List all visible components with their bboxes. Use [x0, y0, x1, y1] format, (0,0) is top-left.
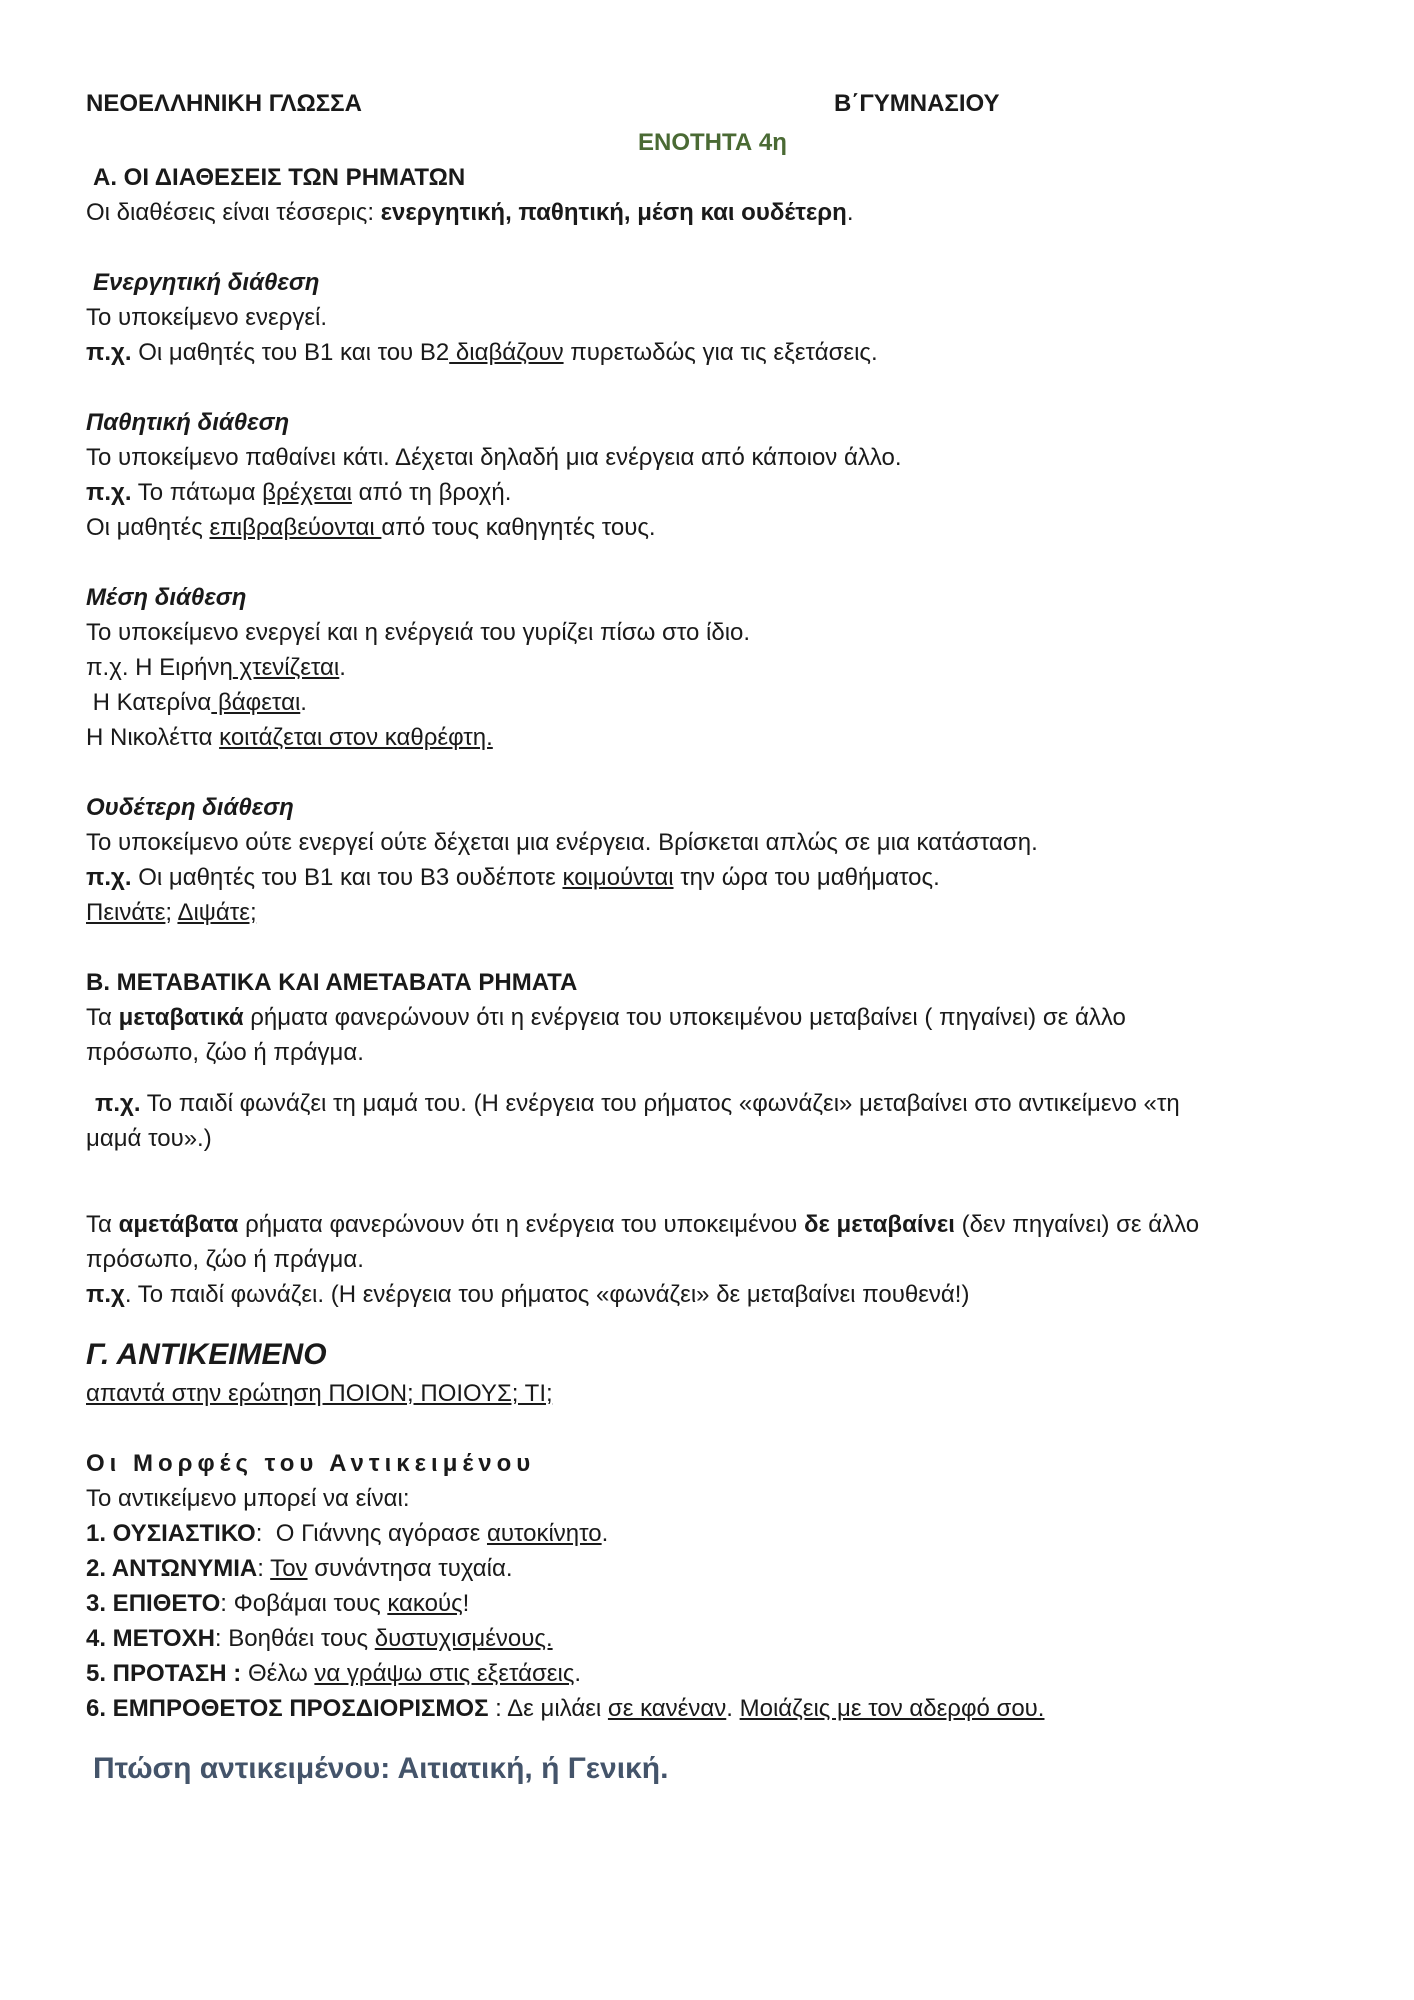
object-form-item [86, 1656, 1414, 1691]
intro-text: Οι διαθέσεις είναι τέσσερις: [86, 199, 381, 226]
example-text: Η Κατερίνα [86, 689, 212, 716]
example-label: π.χ. [86, 864, 132, 891]
class-title: Β΄ΓΥΜΝΑΣΙΟΥ [834, 90, 1000, 117]
middle-voice-example-1 [86, 650, 1414, 685]
item-text: . [574, 1660, 582, 1687]
item-label: 6. ΕΜΠΡΟΘΕΤΟΣ ΠΡΟΣΔΙΟΡΙΣΜΟΣ [86, 1695, 489, 1722]
example-underlined: χτενίζεται [232, 654, 340, 681]
section-c-title: Γ. ΑΝΤΙΚΕΙΜΕΝΟ [86, 1338, 327, 1371]
passive-voice-desc: Το υποκείμενο παθαίνει κάτι. Δέχεται δηλαδή μια ενέργεια από κάποιον άλλο. [86, 444, 902, 471]
example-text: Οι μαθητές του Β1 και του Β3 ουδέποτε [131, 864, 563, 891]
example-text: πυρετωδώς για τις εξετάσεις. [563, 339, 878, 366]
example-text: Η Νικολέττα [86, 724, 220, 751]
example-text: . [300, 689, 307, 716]
middle-voice-example-3 [86, 720, 1414, 755]
example-text: Το παιδί φωνάζει τη μαμά του. (Η ενέργεια του ρήματος «φωνάζει» μεταβαίνει στο αντικείμενο «τη [140, 1090, 1180, 1117]
item-text: Θέλω [241, 1660, 315, 1687]
subject-title: ΝΕΟΕΛΛΗΝΙΚΗ ΓΛΩΣΣΑ [86, 90, 362, 117]
object-question: απαντά στην ερώτηση ΠΟΙΟΝ; ΠΟΙΟΥΣ; ΤΙ; [86, 1380, 553, 1407]
intro-bold: ενεργητική, παθητική, μέση και ουδέτερη [380, 199, 847, 226]
item-text: : Δε μιλάει [488, 1695, 608, 1722]
paragraph-bold: αμετάβατα [118, 1211, 239, 1238]
passive-voice-example-2 [86, 510, 1414, 545]
paragraph-bold: μεταβατικά [118, 1004, 244, 1031]
item-label: 2. ΑΝΤΩΝΥΜΙΑ [86, 1555, 258, 1582]
neutral-voice-desc: Το υποκείμενο ούτε ενεργεί ούτε δέχεται μια ενέργεια. Βρίσκεται απλώς σε μια κατάσταση. [86, 829, 1038, 856]
section-a-title: Α. ΟΙ ΔΙΑΘΕΣΕΙΣ ΤΩΝ ΡΗΜΑΤΩΝ [93, 164, 466, 191]
item-label: 5. ΠΡΟΤΑΣΗ : [86, 1660, 242, 1687]
example-underlined: επιβραβεύονται [209, 514, 382, 541]
paragraph-text: ρήματα φανερώνουν ότι η ενέργεια του υποκειμένου [238, 1211, 804, 1238]
transitive-example [86, 1086, 1414, 1121]
example-label: π.χ. [86, 339, 132, 366]
object-form-item [86, 1516, 1414, 1551]
example-label: π.χ [86, 1281, 125, 1308]
item-label: 4. ΜΕΤΟΧΗ [86, 1625, 215, 1652]
paragraph-text: ρήματα φανερώνουν ότι η ενέργεια του υποκειμένου μεταβαίνει ( πηγαίνει) σε άλλο [243, 1004, 1126, 1031]
item-text: συνάντησα τυχαία. [307, 1555, 513, 1582]
middle-voice-desc: Το υποκείμενο ενεργεί και η ενέργειά του γυρίζει πίσω στο ίδιο. [86, 619, 751, 646]
example-text: . Το παιδί φωνάζει. (Η ενέργεια του ρήματος «φωνάζει» δε μεταβαίνει πουθενά!) [124, 1281, 970, 1308]
example-underlined: Πεινάτε [86, 899, 166, 926]
example-label: π.χ. [86, 479, 132, 506]
unit-title: ΕΝΟΤΗΤΑ 4η [638, 129, 787, 156]
paragraph-text: Τα [86, 1004, 119, 1031]
example-text: . [339, 654, 346, 681]
example-underlined: βάφεται [211, 689, 301, 716]
intro-end: . [846, 199, 854, 226]
intransitive-desc [86, 1207, 1414, 1242]
example-text: π.χ. Η Ειρήνη [86, 654, 233, 681]
example-underlined: κοιτάζεται στον καθρέφτη. [219, 724, 493, 751]
active-voice-title: Ενεργητική διάθεση [93, 269, 320, 296]
item-underlined: Μοιάζεις με τον αδερφό σου. [739, 1695, 1045, 1722]
example-text: την ώρα του μαθήματος. [673, 864, 940, 891]
paragraph-text: (δεν πηγαίνει) σε άλλο [954, 1211, 1200, 1238]
passive-voice-title: Παθητική διάθεση [86, 409, 290, 436]
example-text: Οι μαθητές [86, 514, 210, 541]
middle-voice-title: Μέση διάθεση [86, 584, 247, 611]
active-voice-desc: Το υποκείμενο ενεργεί. [86, 304, 328, 331]
intransitive-desc-line2: πρόσωπο, ζώο ή πράγμα. [86, 1246, 364, 1273]
paragraph-bold: δε μεταβαίνει [803, 1211, 955, 1238]
neutral-voice-title: Ουδέτερη διάθεση [86, 794, 294, 821]
item-underlined: δυστυχισμένους. [374, 1625, 553, 1652]
item-text: : Ο Γιάννης αγόρασε [255, 1520, 487, 1547]
transitive-desc-line2: πρόσωπο, ζώο ή πράγμα. [86, 1039, 364, 1066]
section-a-intro [86, 195, 1414, 230]
example-text: Οι μαθητές του Β1 και του Β2 [131, 339, 450, 366]
example-underlined: βρέχεται [262, 479, 352, 506]
item-underlined: σε κανέναν [607, 1695, 727, 1722]
section-b-title: Β. ΜΕΤΑΒΑΤΙΚΑ ΚΑΙ ΑΜΕΤΑΒΑΤΑ ΡΗΜΑΤΑ [86, 969, 578, 996]
document-header [86, 90, 1414, 125]
object-forms-intro: Το αντικείμενο μπορεί να είναι: [86, 1485, 410, 1512]
example-text: ; [165, 899, 178, 926]
object-forms-title: Οι Μορφές του Αντικειμένου [86, 1450, 536, 1477]
object-form-item [86, 1551, 1414, 1586]
item-text: . [726, 1695, 740, 1722]
item-text: : Βοηθάει τους [214, 1625, 375, 1652]
intransitive-example [86, 1277, 1414, 1312]
example-underlined: διαβάζουν [449, 339, 564, 366]
item-text: : Φοβάμαι τους [220, 1590, 388, 1617]
example-text: από τη βροχή. [351, 479, 512, 506]
object-case-note: Πτώση αντικειμένου: Αιτιατική, ή Γενική. [93, 1752, 669, 1785]
item-text: : [257, 1555, 271, 1582]
item-underlined: κακούς [387, 1590, 463, 1617]
example-label: π.χ. [95, 1090, 141, 1117]
item-text: ! [462, 1590, 470, 1617]
object-form-item [86, 1691, 1414, 1726]
item-underlined: να γράψω στις εξετάσεις [314, 1660, 575, 1687]
neutral-voice-example-1 [86, 860, 1414, 895]
passive-voice-example-1 [86, 475, 1414, 510]
item-underlined: Τον [270, 1555, 308, 1582]
transitive-desc [86, 1000, 1414, 1035]
paragraph-text: Τα [86, 1211, 119, 1238]
neutral-voice-example-2 [86, 895, 1414, 930]
item-text: . [601, 1520, 609, 1547]
middle-voice-example-2 [86, 685, 1414, 720]
object-form-item [86, 1621, 1414, 1656]
example-text: Το πάτωμα [131, 479, 263, 506]
item-underlined: αυτοκίνητο [486, 1520, 602, 1547]
item-label: 3. ΕΠΙΘΕΤΟ [86, 1590, 221, 1617]
example-underlined: κοιμούνται [562, 864, 674, 891]
active-voice-example [86, 335, 1414, 370]
example-underlined: Διψάτε; [177, 899, 257, 926]
transitive-example-line2: μαμά του».) [86, 1125, 212, 1152]
item-label: 1. ΟΥΣΙΑΣΤΙΚΟ [86, 1520, 256, 1547]
object-form-item [86, 1586, 1414, 1621]
example-text: από τους καθηγητές τους. [381, 514, 656, 541]
